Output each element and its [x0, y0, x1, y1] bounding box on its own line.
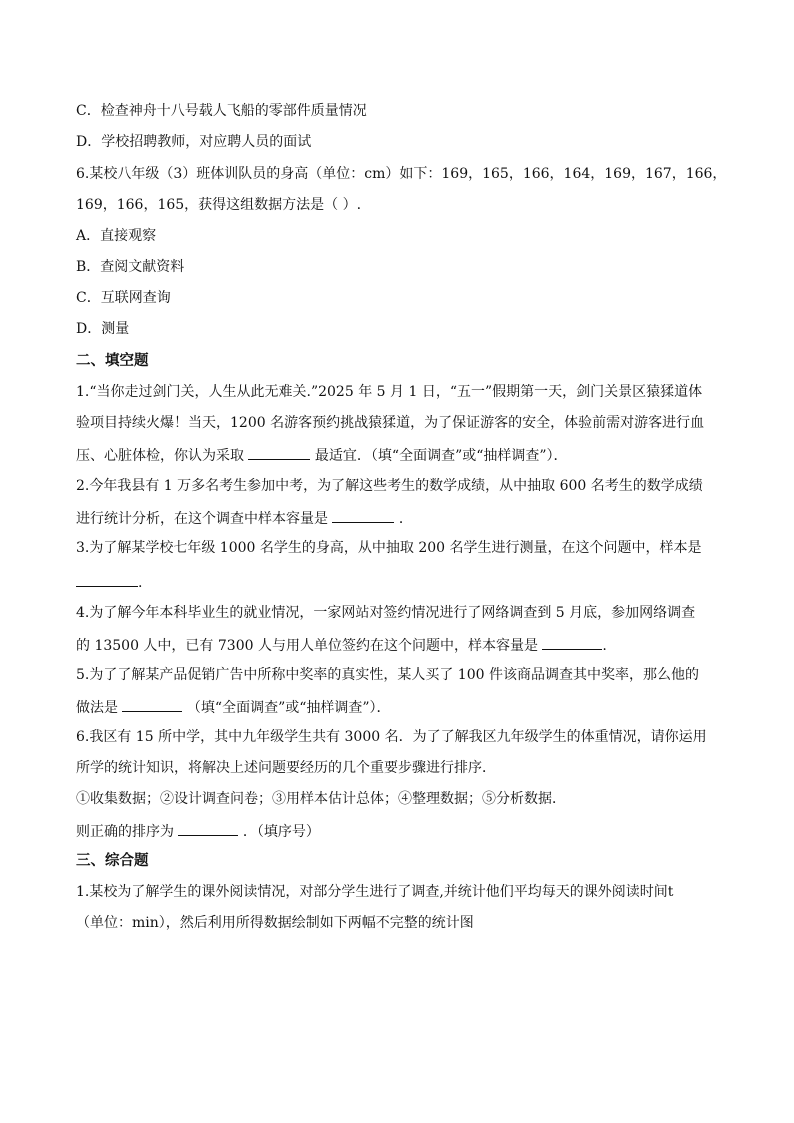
answer-blank — [248, 444, 310, 460]
fill-q1-line-1: 1.“当你走过剑门关，人生从此无难关.”2025 年 5 月 1 日，“五一”假期第一天，剑门关景区猿猱道体 — [76, 384, 703, 400]
q6-option-c: C．互联网查询 — [76, 290, 171, 306]
answer-blank — [76, 571, 138, 587]
fill-q5-line-1: 5.为了了解某产品促销广告中所称中奖率的真实性，某人买了 100 件该商品调查其中奖率，那么他的 — [76, 667, 699, 683]
fill-q1-line-2: 验项目持续火爆！当天，1200 名游客预约挑战猿猱道，为了保证游客的安全，体验前需对游客进行血 — [76, 415, 705, 431]
fill-q3-text-b: . — [138, 575, 143, 591]
fill-q4-text-a: 的 13500 人中，已有 7300 人与用人单位签约在这个问题中，样本容量是 — [76, 638, 538, 654]
fill-q3-line-2 — [76, 571, 142, 593]
comp-q1-line-1: 1.某校为了解学生的课外阅读情况，对部分学生进行了调查,并统计他们平均每天的课外阅读时间t — [76, 884, 674, 900]
fill-q4-text-b: . — [602, 638, 607, 654]
answer-blank — [178, 820, 238, 836]
fill-q6-line-2: 所学的统计知识，将解决上述问题要经历的几个重要步骤进行排序． — [76, 760, 496, 776]
fill-q2-line-1: 2.今年我县有 1 万多名考生参加中考，为了解这些考生的数学成绩，从中抽取 600 名考生的数学成绩 — [76, 478, 703, 494]
fill-q1-text-b: 最适宜．（填“全面调查”或“抽样调查”）． — [314, 448, 568, 464]
section-heading-fill-in: 二、填空题 — [76, 352, 149, 369]
fill-q6-text-b: ．（填序号） — [242, 824, 320, 840]
fill-q6-line-3: ①收集数据；②设计调查问卷；③用样本估计总体；④整理数据；⑤分析数据． — [76, 791, 566, 807]
fill-q1-text-a: 压、心脏体检，你认为采取 — [76, 448, 244, 464]
fill-q2-line-2 — [76, 507, 413, 529]
fill-q3-line-1: 3.为了解某学校七年级 1000 名学生的身高，从中抽取 200 名学生进行测量，在这个问题中，样本是 — [76, 540, 702, 556]
fill-q6-line-4 — [76, 820, 320, 842]
option-c: C．检查神舟十八号载人飞船的零部件质量情况 — [76, 103, 367, 119]
fill-q1-line-3 — [76, 444, 568, 466]
fill-q5-line-2 — [76, 696, 391, 718]
fill-q6-text-a: 则正确的排序为 — [76, 824, 174, 840]
fill-q2-text-b: ． — [398, 511, 413, 527]
fill-q2-text-a: 进行统计分析，在这个调查中样本容量是 — [76, 511, 328, 527]
fill-q5-text-b: （填“全面调查”或“抽样调查”）． — [186, 700, 391, 716]
section-heading-comprehensive: 三、综合题 — [76, 852, 149, 869]
q6-option-b: B．查阅文献资料 — [76, 259, 185, 275]
comp-q1-line-2: （单位：min），然后利用所得数据绘制如下两幅不完整的统计图 — [76, 915, 474, 931]
answer-blank — [332, 507, 394, 523]
fill-q4-line-2 — [76, 634, 607, 656]
fill-q5-text-a: 做法是 — [76, 700, 118, 716]
q6-option-d: D．测量 — [76, 321, 130, 337]
fill-q6-line-1: 6.我区有 15 所中学，其中九年级学生共有 3000 名．为了了解我区九年级学生的体重情况，请你运用 — [76, 729, 707, 745]
answer-blank — [122, 696, 182, 712]
fill-q4-line-1: 4.为了解今年本科毕业生的就业情况，一家网站对签约情况进行了网络调查到 5 月底，参加网络调查 — [76, 605, 696, 621]
question-6-line-1: 6.某校八年级（3）班体训队员的身高（单位：cm）如下：169，165，166，164，169，167，166， — [76, 166, 727, 182]
option-d: D．学校招聘教师，对应聘人员的面试 — [76, 134, 312, 150]
answer-blank — [542, 634, 602, 650]
question-6-line-2: 169，166，165，获得这组数据方法是（ ）. — [76, 197, 362, 213]
q6-option-a: A．直接观察 — [76, 228, 157, 244]
